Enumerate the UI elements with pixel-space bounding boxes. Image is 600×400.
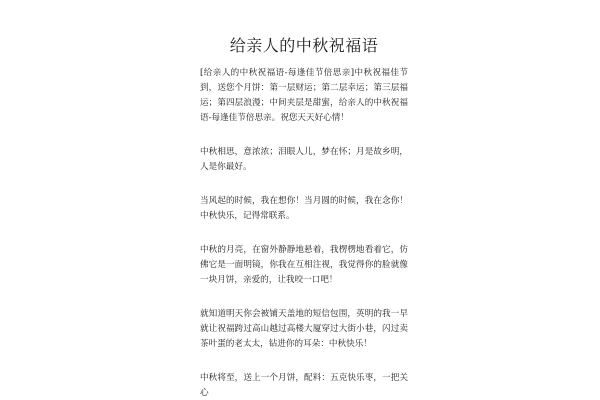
paragraph: 中秋相思，意浓浓；泪眼人儿，梦在怀；月是故乡明，人是你最好。 [200,147,408,172]
paragraph: 就知道明天你会被铺天盖地的短信包围，英明的我一早就让祝福跨过高山越过高楼大厦穿过大街小巷，闪过卖茶叶蛋的老太太，钻进你的耳朵：中秋快乐！ [200,309,408,349]
paragraph: [给亲人的中秋祝福语-每逢佳节倍思亲]中秋祝福佳节到，送您个月饼：第一层财运；第二层幸运；第三层福运；第四层浪漫；中间夹层是甜蜜，给亲人的中秋祝福语-每逢佳节倍思亲。祝您天天好心情！ [200,68,408,123]
paragraph: 中秋将至，送上一个月饼，配料：五克快乐枣，一把关心 [200,373,408,398]
document-title: 给亲人的中秋祝福语 [229,36,379,55]
paragraph: 中秋的月亮，在窗外静静地悬着，我楞楞地看着它，仿佛它是一面明镜，你我在互相注视，我觉得你的脸就像一块月饼，亲爱的，让我咬一口吧！ [200,245,408,285]
paragraph: 当风起的时候，我在想你！当月圆的时候，我在念你！中秋快乐，记得常联系。 [200,196,408,221]
document-body [200,66,408,400]
document-page [200,0,408,400]
